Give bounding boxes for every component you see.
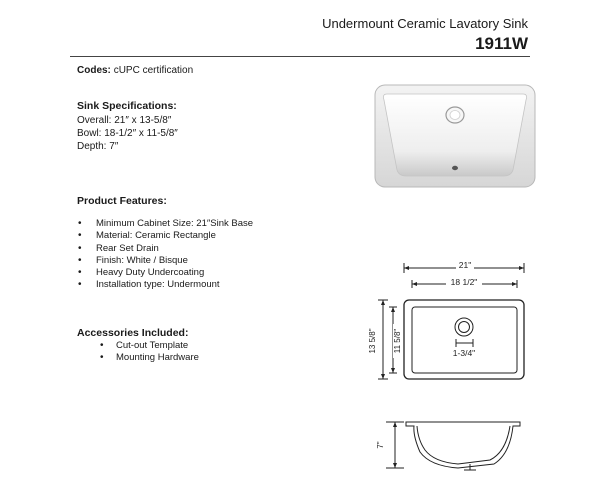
feature-item: • Heavy Duty Undercoating [78, 267, 253, 279]
bowl-width-label: 18 1/2" [450, 277, 478, 287]
features-list [78, 218, 253, 292]
feature-item: • Minimum Cabinet Size: 21″Sink Base [78, 218, 253, 230]
feature-item: • Finish: White / Bisque [78, 255, 253, 267]
specifications-heading: Sink Specifications: [77, 100, 177, 112]
height-label: 7" [376, 441, 385, 449]
accessory-item: • Mounting Hardware [100, 352, 199, 364]
overall-depth-label: 13 5/8" [368, 328, 377, 354]
top-view-drawing [360, 255, 540, 385]
side-view-drawing [370, 408, 540, 474]
model-number: 1911W [475, 34, 528, 53]
accessory-item: • Cut-out Template [100, 340, 199, 352]
sink-product-image [370, 80, 540, 192]
feature-item: • Material: Ceramic Rectangle [78, 230, 253, 242]
spec-bowl: Bowl: 18-1/2″ x 11-5/8″ [77, 128, 178, 139]
drain-size-label: 1-3/4" [452, 348, 476, 358]
feature-item: • Installation type: Undermount [78, 279, 253, 291]
feature-item: • Rear Set Drain [78, 243, 253, 255]
codes-label: Codes: [77, 65, 111, 76]
bowl-depth-label: 11 5/8" [393, 328, 402, 354]
spec-depth: Depth: 7″ [77, 141, 119, 152]
specifications-list [77, 114, 178, 153]
codes-line [77, 65, 193, 76]
product-title: Undermount Ceramic Lavatory Sink [322, 16, 528, 31]
header-divider [70, 56, 530, 57]
accessories-list [100, 340, 199, 365]
features-heading: Product Features: [77, 195, 167, 207]
spec-overall: Overall: 21″ x 13-5/8″ [77, 115, 172, 126]
overall-width-label: 21" [458, 260, 472, 270]
codes-value: cUPC certification [113, 65, 194, 76]
accessories-heading: Accessories Included: [77, 327, 189, 339]
